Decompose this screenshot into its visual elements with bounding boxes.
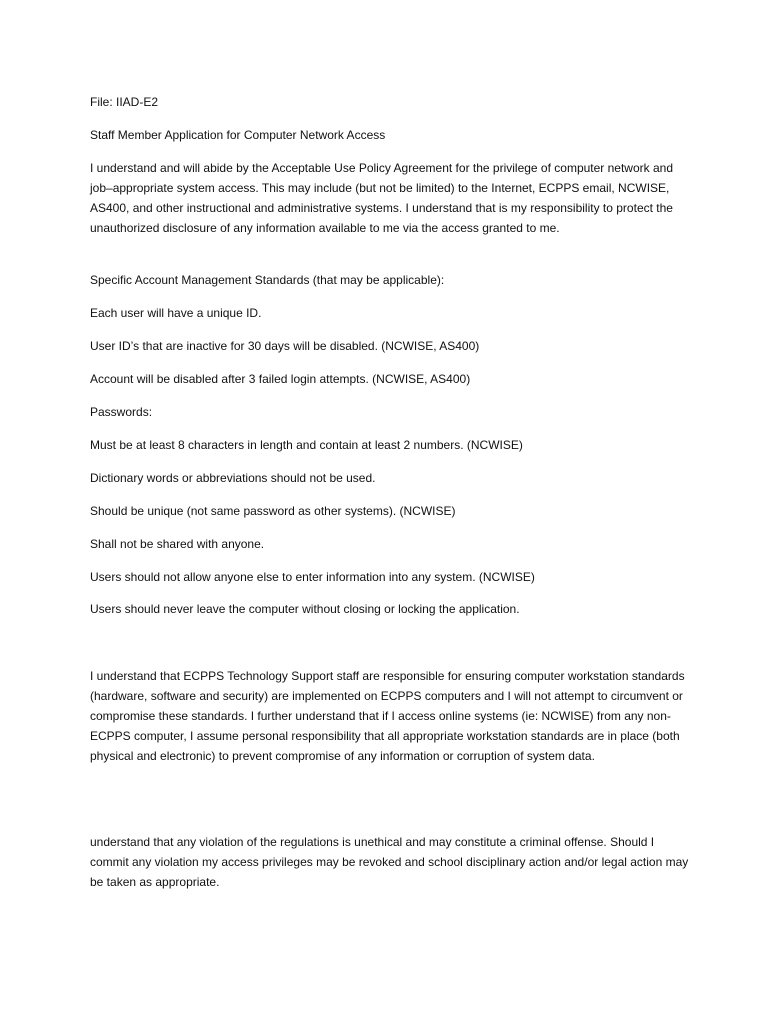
- file-line: File: IIAD-E2: [90, 95, 159, 109]
- password-rule: Must be at least 8 characters in length and contain at least 2 numbers. (NCWISE): [90, 438, 523, 452]
- password-rule: Dictionary words or abbreviations should not be used.: [90, 471, 376, 485]
- violation-paragraph: understand that any violation of the regulations is unethical and may constitute a criminal offense. Should I commit any violation my access privileges may be revoked and school disciplinary action and/or legal action may be taken as appropriate.: [90, 835, 689, 889]
- standards-heading: Specific Account Management Standards (that may be applicable):: [90, 273, 445, 287]
- standard-item: Each user will have a unique ID.: [90, 306, 262, 320]
- password-rule: Users should never leave the computer without closing or locking the application.: [90, 602, 520, 616]
- password-rule: Users should not allow anyone else to enter information into any system. (NCWISE): [90, 570, 535, 584]
- password-rule: Shall not be shared with anyone.: [90, 537, 265, 551]
- standard-item: User ID’s that are inactive for 30 days will be disabled. (NCWISE, AS400): [90, 339, 480, 353]
- document-title: Staff Member Application for Computer Network Access: [90, 128, 386, 142]
- support-paragraph: I understand that ECPPS Technology Support staff are responsible for ensuring computer workstation standards (hardware, software and security) are implemented on ECPPS computers and I will not attempt to circumvent or compromise these standards. I further understand that if I access online systems (ie: NCWISE) from any non-ECPPS computer, I assume personal responsibility that all appropriate workstation standards are in place (both physical and electronic) to prevent compromise of any information or corruption of system data.: [90, 669, 685, 763]
- passwords-heading: Passwords:: [90, 405, 153, 419]
- standard-item: Account will be disabled after 3 failed login attempts. (NCWISE, AS400): [90, 372, 471, 386]
- intro-paragraph: I understand and will abide by the Acceptable Use Policy Agreement for the privilege of computer network and job–appropriate system access. This may include (but not be limited) to the Internet, ECPPS email, NCWISE, AS400, and other instructional and administrative systems. I understand that is my responsibility to protect the unauthorized disclosure of any information available to me via the access granted to me.: [90, 161, 674, 235]
- password-rule: Should be unique (not same password as other systems). (NCWISE): [90, 504, 456, 518]
